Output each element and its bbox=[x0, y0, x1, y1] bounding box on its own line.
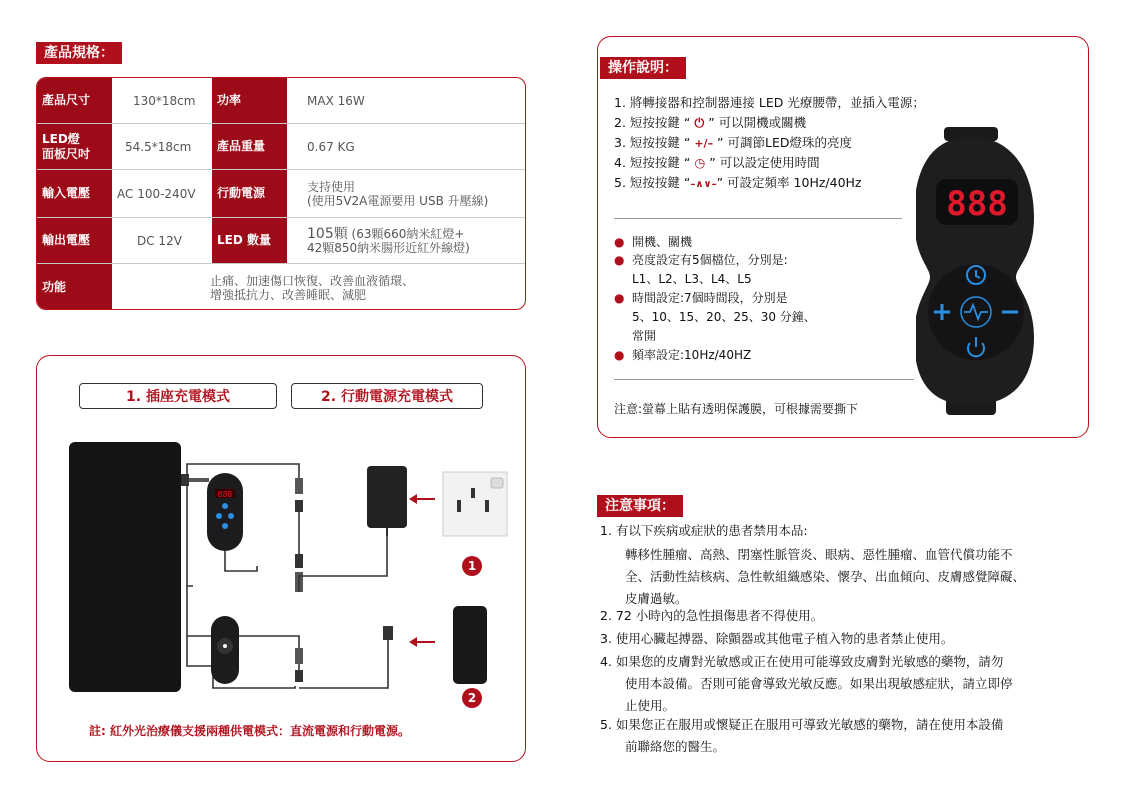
power-bank-image bbox=[453, 606, 487, 684]
operation-box bbox=[597, 36, 1089, 438]
bullet-item bbox=[614, 346, 751, 365]
spec-label: 輸入電壓 bbox=[37, 170, 112, 217]
divider bbox=[614, 379, 914, 380]
controller-image bbox=[207, 473, 243, 551]
divider bbox=[614, 218, 902, 219]
power-adapter-image bbox=[367, 466, 407, 528]
bullet-dot: ● bbox=[614, 348, 625, 362]
spec-value-line bbox=[307, 227, 464, 241]
spec-value bbox=[202, 264, 502, 310]
spec-value: DC 12V bbox=[137, 233, 182, 248]
spec-value bbox=[299, 218, 526, 263]
precaution-item: 1. 有以下疾病或症狀的患者禁用本品: bbox=[600, 523, 808, 538]
bullet-dot: ● bbox=[614, 253, 625, 267]
bullet-text-cont: 常開 bbox=[632, 329, 657, 343]
screen-protector-notice: 注意:螢幕上貼有透明保護膜，可根據需要撕下 bbox=[614, 402, 859, 416]
bullet-item bbox=[614, 289, 788, 308]
op-step bbox=[614, 175, 861, 193]
mode-tab-socket: 1. 插座充電模式 bbox=[79, 383, 277, 409]
spec-label-line: LED燈 bbox=[42, 131, 80, 146]
precaution-item: 5. 如果您正在服用或懷疑正在服用可導致光敏感的藥物，請在使用本設備 bbox=[600, 717, 1004, 732]
spec-label: 輸出電壓 bbox=[37, 218, 112, 263]
precaution-text: 皮膚過敏。 bbox=[625, 591, 688, 606]
badge-1 bbox=[462, 556, 482, 576]
spec-table bbox=[36, 77, 526, 310]
op-step bbox=[614, 95, 925, 111]
spec-value: 54.5*18cm bbox=[125, 139, 192, 154]
spec-value bbox=[299, 170, 526, 217]
spec-row bbox=[37, 264, 525, 310]
op-step bbox=[614, 115, 806, 131]
bullet-dot: ● bbox=[614, 235, 625, 249]
usb-plug-icon bbox=[383, 626, 393, 640]
op-step bbox=[614, 155, 820, 171]
precaution-item: 4. 如果您的皮膚對光敏感或正在使用可能導致皮膚對光敏感的藥物，請勿 bbox=[600, 654, 1004, 669]
precaution-text: 轉移性腫瘤、高熱、閉塞性脈管炎、眼病、惡性腫瘤、血管代償功能不 bbox=[625, 547, 1013, 562]
dc-plug-icon bbox=[295, 478, 303, 494]
op-step-text: ” 可設定頻率 10Hz/40Hz bbox=[716, 175, 862, 190]
badge-2-number: 2 bbox=[467, 691, 477, 705]
spec-label: 行動電源 bbox=[212, 170, 287, 217]
precaution-text: 前聯絡您的醫生。 bbox=[625, 739, 726, 754]
precautions-tag: 注意事項： bbox=[597, 495, 683, 517]
precaution-text: 使用本設備。否則可能會導致光敏反應。如果出現敏感症狀，請立即停 bbox=[625, 676, 1013, 691]
op-step-text: 1. 將轉接器和控制器連接 LED 光療腰帶，並插入電源； bbox=[614, 95, 925, 110]
op-step-text: 5. 短按按鍵 “ bbox=[614, 175, 691, 190]
precaution-item: 2. 72 小時內的急性損傷患者不得使用。 bbox=[600, 608, 824, 623]
op-step-text: 4. 短按按鍵 “ bbox=[614, 155, 695, 170]
device-display-text: 888 bbox=[946, 184, 1008, 224]
precaution-text: 全、活動性結核病、急性軟組織感染、懷孕、出血傾向、皮膚感覺障礙、 bbox=[625, 569, 1026, 584]
arrow-left-icon bbox=[409, 637, 417, 647]
bullet-text: 開機、關機 bbox=[632, 235, 693, 249]
spec-label: 產品尺寸 bbox=[37, 78, 112, 123]
spec-label: 產品重量 bbox=[212, 124, 287, 169]
arrow-left-icon bbox=[409, 494, 417, 504]
spec-value-line: 增強抵抗力、改善睡眠、減肥 bbox=[210, 287, 367, 302]
bullet-dot: ● bbox=[614, 291, 625, 305]
mode-tab-powerbank: 2. 行動電源充電模式 bbox=[291, 383, 483, 409]
op-step-text: ” 可以設定使用時間 bbox=[705, 155, 820, 170]
controller-display-text: 888 bbox=[217, 490, 233, 499]
led-count: 105顆 bbox=[307, 225, 348, 242]
charging-note: 註: 紅外光治療儀支援兩種供電模式：直流電源和行動電源。 bbox=[89, 724, 410, 738]
bullet-text: 亮度設定有5個檔位，分別是: bbox=[632, 253, 788, 267]
spec-value-line: 支持使用 bbox=[307, 179, 356, 194]
bullet-text-cont: 5、10、15、20、25、30 分鐘、 bbox=[632, 310, 816, 324]
operation-tag: 操作說明： bbox=[600, 57, 686, 79]
badge-2 bbox=[462, 688, 482, 708]
bullet-text: 時間設定:7個時間段，分別是 bbox=[632, 291, 788, 305]
led-belt-image bbox=[69, 442, 181, 692]
op-step bbox=[614, 135, 852, 152]
bullet-text-cont: L1、L2、L3、L4、L5 bbox=[632, 272, 752, 286]
precaution-item: 3. 使用心臟起搏器、除顫器或其他電子植入物的患者禁止使用。 bbox=[600, 631, 954, 646]
spec-value: AC 100-240V bbox=[117, 186, 196, 201]
badge-1-number: 1 bbox=[467, 559, 477, 573]
op-step-text: ” 可調節LED燈珠的亮度 bbox=[713, 135, 852, 150]
spec-section-tag: 產品規格： bbox=[36, 42, 122, 64]
spec-value-line: 止痛、加速傷口恢復、改善血液循環、 bbox=[210, 273, 415, 288]
pulse-icon: –∧∨– bbox=[690, 179, 717, 190]
power-icon: ⏻ bbox=[694, 115, 705, 130]
wiring-diagram bbox=[37, 426, 527, 746]
spec-label: 功率 bbox=[212, 78, 287, 123]
op-step-text: 2. 短按按鍵 “ bbox=[614, 115, 695, 130]
spec-row bbox=[37, 78, 525, 124]
spec-value: 0.67 KG bbox=[307, 139, 355, 154]
op-step-text: ” 可以開機或關機 bbox=[704, 115, 807, 130]
charging-modes-box bbox=[36, 355, 526, 762]
led-detail: (63顆660納米紅燈+ bbox=[347, 226, 465, 241]
precaution-text: 止使用。 bbox=[625, 698, 676, 713]
spec-row bbox=[37, 124, 525, 170]
spec-label bbox=[37, 124, 112, 169]
bullet-item bbox=[614, 251, 788, 270]
spec-value-line: (使用5V2A電源要用 USB 升壓線) bbox=[307, 193, 489, 208]
controller-device-image bbox=[916, 127, 1046, 427]
clock-icon: ◷ bbox=[694, 155, 706, 170]
bullet-text: 頻率設定:10Hz/40HZ bbox=[632, 348, 752, 362]
bullet-item bbox=[614, 233, 692, 252]
spec-value-line: 42顆850納米腸形近紅外線燈) bbox=[307, 240, 470, 255]
plus-minus-icon: +/– bbox=[694, 137, 714, 150]
op-step-text: 3. 短按按鍵 “ bbox=[614, 135, 695, 150]
spec-label: LED 數量 bbox=[212, 218, 287, 263]
spec-value: 130*18cm bbox=[133, 93, 196, 108]
spec-label: 功能 bbox=[37, 264, 112, 310]
spec-row bbox=[37, 170, 525, 218]
spec-value: MAX 16W bbox=[307, 93, 365, 108]
spec-label-line: 面板尺吋 bbox=[42, 146, 91, 161]
spec-row bbox=[37, 218, 525, 264]
